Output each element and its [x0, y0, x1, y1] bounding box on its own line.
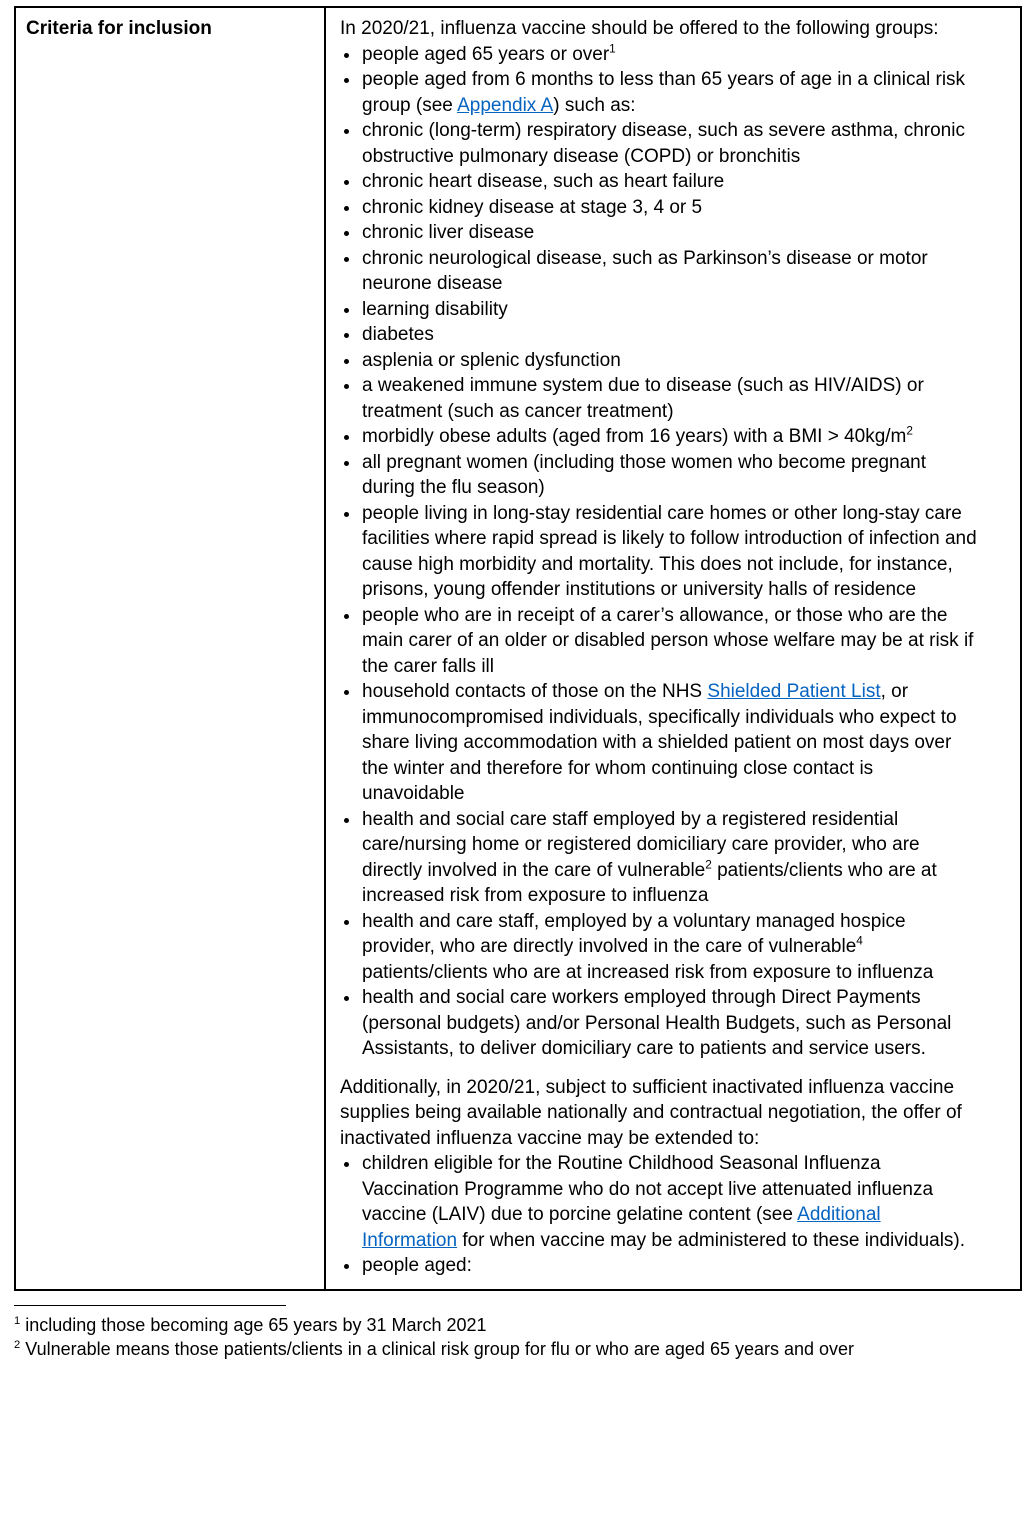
- list-item-text: patients/clients who are at increased risk from exposure to influenza: [362, 859, 937, 906]
- list-item: • learning disability: [361, 297, 978, 323]
- list-item: [361, 909, 978, 986]
- footnote-2-marker: 2: [14, 1338, 21, 1351]
- footnote-1-marker: 1: [14, 1314, 21, 1327]
- list-item: [361, 424, 978, 450]
- list-item: • asplenia or splenic dysfunction: [361, 348, 978, 374]
- footnote-2-text: Vulnerable means those patients/clients in a clinical risk group for flu or who are aged 65 years and over: [25, 1338, 855, 1359]
- footnote-ref-2: 2: [705, 858, 712, 872]
- list-item: • diabetes: [361, 322, 978, 348]
- criteria-table: [14, 6, 1022, 1291]
- list-item-text: children eligible for the Routine Childhood Seasonal Influenza Vaccination Programme who do not accept live attenuated influenza vaccine (LAIV) due to porcine gelatine content (see: [362, 1153, 934, 1225]
- list-item: [361, 67, 978, 118]
- additional-information-link[interactable]: Additional Information: [362, 1204, 881, 1251]
- list-item: [361, 807, 978, 909]
- footnote-ref-4: 4: [856, 934, 863, 948]
- footnote-ref-2: 2: [906, 424, 913, 438]
- list-item: • chronic (long-term) respiratory disease, such as severe asthma, chronic obstructive pulmonary disease (COPD) or bronchitis: [361, 118, 978, 169]
- footnote-separator: [14, 1305, 286, 1306]
- shielded-patient-list-link[interactable]: Shielded Patient List: [707, 681, 881, 702]
- appendix-a-link[interactable]: Appendix A: [457, 94, 554, 116]
- footnote-2: [14, 1337, 1022, 1361]
- list-item: [361, 42, 978, 68]
- list-item-text: health and care staff, employed by a voluntary managed hospice provider, who are directly involved in the care of vulnerable: [362, 910, 906, 957]
- list-item: • chronic neurological disease, such as Parkinson’s disease or motor neurone disease: [361, 246, 978, 297]
- inclusion-list: [340, 42, 978, 1062]
- criteria-row: [15, 7, 1021, 1290]
- footnotes-section: [14, 1305, 1022, 1361]
- list-item: • health and social care workers employed through Direct Payments (personal budgets) and/or Personal Health Budgets, such as Personal Assistants, to deliver domiciliary care to patients and service users.: [361, 985, 978, 1062]
- list-item: • people living in long-stay residential care homes or other long-stay care facilities where rapid spread is likely to follow introduction of infection and cause high morbidity and mortality. This does not include, for instance, prisons, young offender institutions or university halls of residence: [361, 501, 978, 603]
- list-item-text: patients/clients who are at increased risk from exposure to influenza: [362, 961, 934, 983]
- list-item: • a weakened immune system due to disease (such as HIV/AIDS) or treatment (such as cancer treatment): [361, 373, 978, 424]
- list-item-text: health and social care staff employed by a registered residential care/nursing home or registered domiciliary care provider, who are directly involved in the care of vulnerable: [362, 808, 920, 881]
- row-label: Criteria for inclusion: [26, 18, 212, 39]
- list-item-text: for when vaccine may be administered to these individuals).: [457, 1229, 966, 1251]
- list-item: • chronic liver disease: [361, 220, 978, 246]
- footnote-1-text: including those becoming age 65 years by 31 March 2021: [25, 1314, 487, 1335]
- list-item-text: , or immunocompromised individuals, specifically individuals who expect to share living accommodation with a shielded patient on most days over the winter and therefore for whom continuing close contact is unavoidable: [362, 681, 957, 804]
- list-item: [361, 679, 978, 807]
- list-item: • all pregnant women (including those women who become pregnant during the flu season): [361, 450, 978, 501]
- footnote-ref-1: 1: [609, 42, 616, 56]
- list-item-text: ) such as:: [553, 94, 636, 116]
- list-item: • people aged:: [361, 1253, 978, 1279]
- criteria-content-cell: [325, 7, 1021, 1290]
- footnote-1: [14, 1313, 1022, 1337]
- intro-paragraph: In 2020/21, influenza vaccine should be offered to the following groups:: [340, 18, 939, 39]
- list-item-text: people aged from 6 months to less than 65 years of age in a clinical risk group (see: [362, 69, 966, 116]
- list-item: • chronic kidney disease at stage 3, 4 or 5: [361, 195, 978, 221]
- list-item-text: people aged 65 years or over: [362, 43, 610, 65]
- list-item-text: household contacts of those on the NHS: [362, 681, 708, 702]
- extended-offer-list: [340, 1151, 978, 1279]
- additional-paragraph: Additionally, in 2020/21, subject to sufficient inactivated influenza vaccine supplies being available nationally and contractual negotiation, the offer of inactivated influenza vaccine may be extended to:: [340, 1076, 962, 1149]
- list-item: • people who are in receipt of a carer’s allowance, or those who are the main carer of an older or disabled person whose welfare may be at risk if the carer falls ill: [361, 603, 978, 680]
- list-item: • chronic heart disease, such as heart failure: [361, 169, 978, 195]
- list-item-text: morbidly obese adults (aged from 16 years) with a BMI > 40kg/m: [362, 426, 907, 447]
- criteria-label-cell: [15, 7, 325, 1290]
- list-item: [361, 1151, 978, 1253]
